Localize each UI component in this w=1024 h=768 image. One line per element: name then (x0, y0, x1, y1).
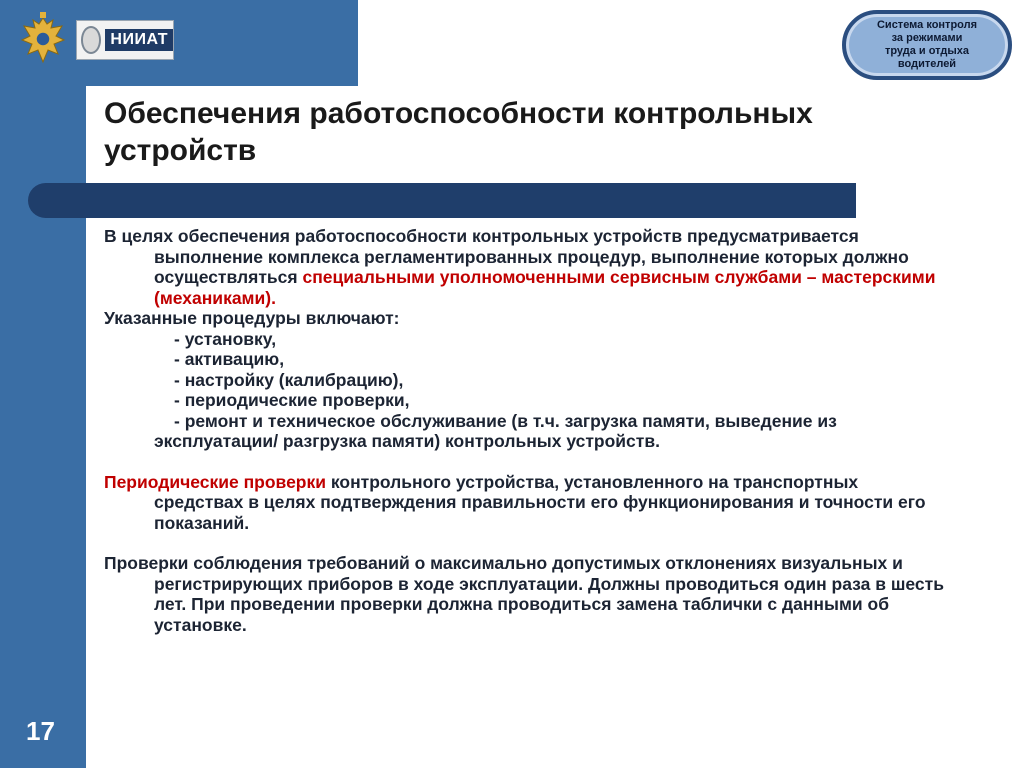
niiat-mark-icon (81, 26, 101, 54)
slide-number: 17 (26, 716, 55, 746)
niiat-logo (76, 20, 174, 60)
paragraph-purpose-text: В целях обеспечения работоспособности контрольных устройств предусматривается выполнение комплекса регламентированных процедур, выполнение которых должно осуществляться (104, 226, 909, 287)
paragraph-periodic-checks (104, 472, 944, 534)
procedures-intro: Указанные процедуры включают: (104, 308, 400, 328)
procedure-item: - периодические проверки, (174, 390, 410, 410)
procedure-item: - настройку (калибрацию), (174, 369, 404, 390)
periodic-checks-highlight: Периодические проверки (104, 471, 327, 492)
coat-of-arms-logo (18, 10, 68, 70)
system-badge-text: Система контроля за режимами труда и отдыха водителей (876, 19, 978, 70)
slide-title: Обеспечения работоспособности контрольных устройств (104, 97, 813, 167)
title-underline-bar (28, 183, 856, 218)
procedure-item: - ремонт и техническое обслуживание (в т.ч. загрузка памяти, выведение из эксплуатации/ разгрузка памяти) контрольных устройств. (154, 410, 837, 451)
paragraph-purpose (104, 226, 944, 308)
procedure-item: - активацию, (174, 349, 285, 369)
paragraph-deviation-checks: Проверки соблюдения требований о максимально допустимых отклонениях визуальных и регистрирующих приборов в ходе эксплуатации. Должны проводиться один раза в шесть лет. При проведении проверки должна проводиться замена таблички с данными об установке. (104, 553, 944, 635)
paragraph-purpose-highlight: специальными уполномоченными сервисным службами – мастерскими (механиками). (154, 267, 936, 308)
left-band (0, 0, 86, 768)
slide-body (104, 226, 944, 635)
system-badge (842, 10, 1012, 80)
periodic-checks-text: контрольного устройства, установленного на транспортных средствах в целях подтверждения правильности его функционирования и точности его показаний. (154, 471, 926, 533)
procedure-item: - установку, (174, 328, 277, 349)
niiat-logo-text: НИИАТ (105, 29, 173, 51)
